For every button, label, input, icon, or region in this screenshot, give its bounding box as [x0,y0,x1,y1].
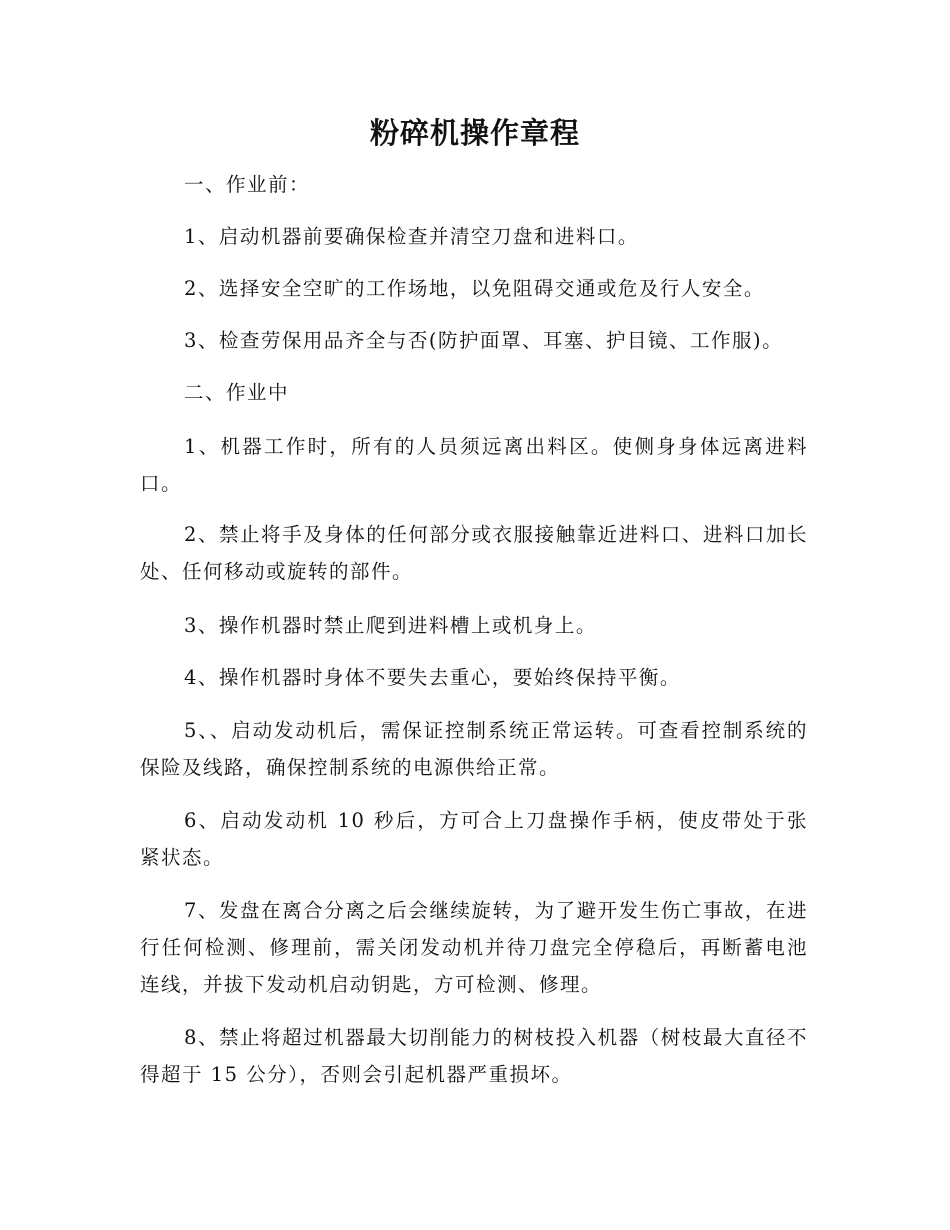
section-heading-during-work: 二、作业中 [184,381,290,404]
paragraph-5: 2、禁止将手及身体的任何部分或衣服接触靠近进料口、进料口加长处、任何移动或旋转的部件。 [140,523,808,583]
paragraph-3: 3、检查劳保用品齐全与否(防护面罩、耳塞、护目镜、工作服)。 [184,329,784,352]
paragraph-11: 8、禁止将超过机器最大切削能力的树枝投入机器（树枝最大直径不得超于 15 公分），否则会引起机器严重损坏。 [140,1026,808,1086]
paragraph-8: 5、、启动发动机后，需保证控制系统正常运转。可查看控制系统的保险及线路，确保控制系统的电源供给正常。 [140,719,808,779]
section-heading-before-work: 一、作业前： [184,173,311,196]
paragraph-1: 1、启动机器前要确保检查并清空刀盘和进料口。 [184,225,639,248]
paragraph-7: 4、操作机器时身体不要失去重心，要始终保持平衡。 [184,666,681,689]
paragraph-4: 1、机器工作时，所有的人员须远离出料区。使侧身身体远离进料口。 [140,435,808,495]
paragraph-2: 2、选择安全空旷的工作场地，以免阻碍交通或危及行人安全。 [184,277,765,300]
paragraph-6: 3、操作机器时禁止爬到进料槽上或机身上。 [184,614,597,637]
paragraph-9: 6、启动发动机 10 秒后，方可合上刀盘操作手柄，使皮带处于张紧状态。 [140,809,808,869]
document-title: 粉碎机操作章程 [369,116,580,150]
paragraph-10: 7、发盘在离合分离之后会继续旋转，为了避开发生伤亡事故，在进行任何检测、修理前，需关闭发动机并待刀盘完全停稳后，再断蓄电池连线，并拔下发动机启动钥匙，方可检测、修理。 [140,899,808,996]
